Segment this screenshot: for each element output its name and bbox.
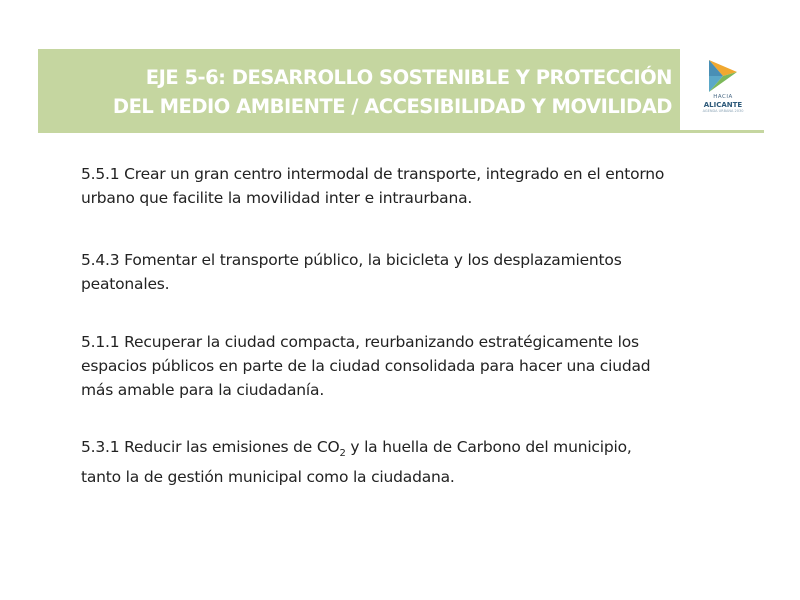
page-title-line-2: DEL MEDIO AMBIENTE / ACCESIBILIDAD Y MOVILIDAD: [112, 95, 672, 118]
objective-line: 5.4.3 Fomentar el transporte público, la bicicleta y los desplazamientos: [81, 251, 622, 269]
objective-line: urbano que facilite la movilidad inter e intraurbana.: [81, 189, 473, 207]
objective-line: peatonales.: [81, 275, 170, 293]
objective-item: [81, 435, 632, 489]
objective-text: y la huella de Carbono del municipio,: [345, 438, 632, 456]
objective-item: [81, 248, 622, 296]
alicante-logo-icon: [707, 58, 739, 94]
objective-line: tanto la de gestión municipal como la ciudadana.: [81, 468, 455, 486]
co2-subscript: 2: [339, 448, 346, 459]
logo-subtitle-text: AGENDA URBANA 2030: [702, 109, 744, 113]
page-title: [38, 63, 672, 121]
objective-line: más amable para la ciudadanía.: [81, 381, 325, 399]
logo-alicante-text: ALICANTE: [703, 101, 743, 109]
logo-wordmark: [690, 94, 756, 113]
objective-line: 5.5.1 Crear un gran centro intermodal de transporte, integrado en el entorno: [81, 165, 665, 183]
page-title-line-1: EJE 5-6: DESARROLLO SOSTENIBLE Y PROTECCIÓN: [145, 66, 672, 89]
logo-hacia-text: HACIA: [713, 94, 733, 100]
objective-line: [81, 435, 632, 459]
objective-line: 5.1.1 Recuperar la ciudad compacta, reurbanizando estratégicamente los: [81, 333, 639, 351]
objective-text: 5.3.1 Reducir las emisiones de CO: [81, 438, 340, 456]
objective-line: espacios públicos en parte de la ciudad consolidada para hacer una ciudad: [81, 357, 651, 375]
objective-item: [81, 162, 664, 210]
logo-underline: [680, 130, 764, 133]
objective-item: [81, 330, 650, 402]
